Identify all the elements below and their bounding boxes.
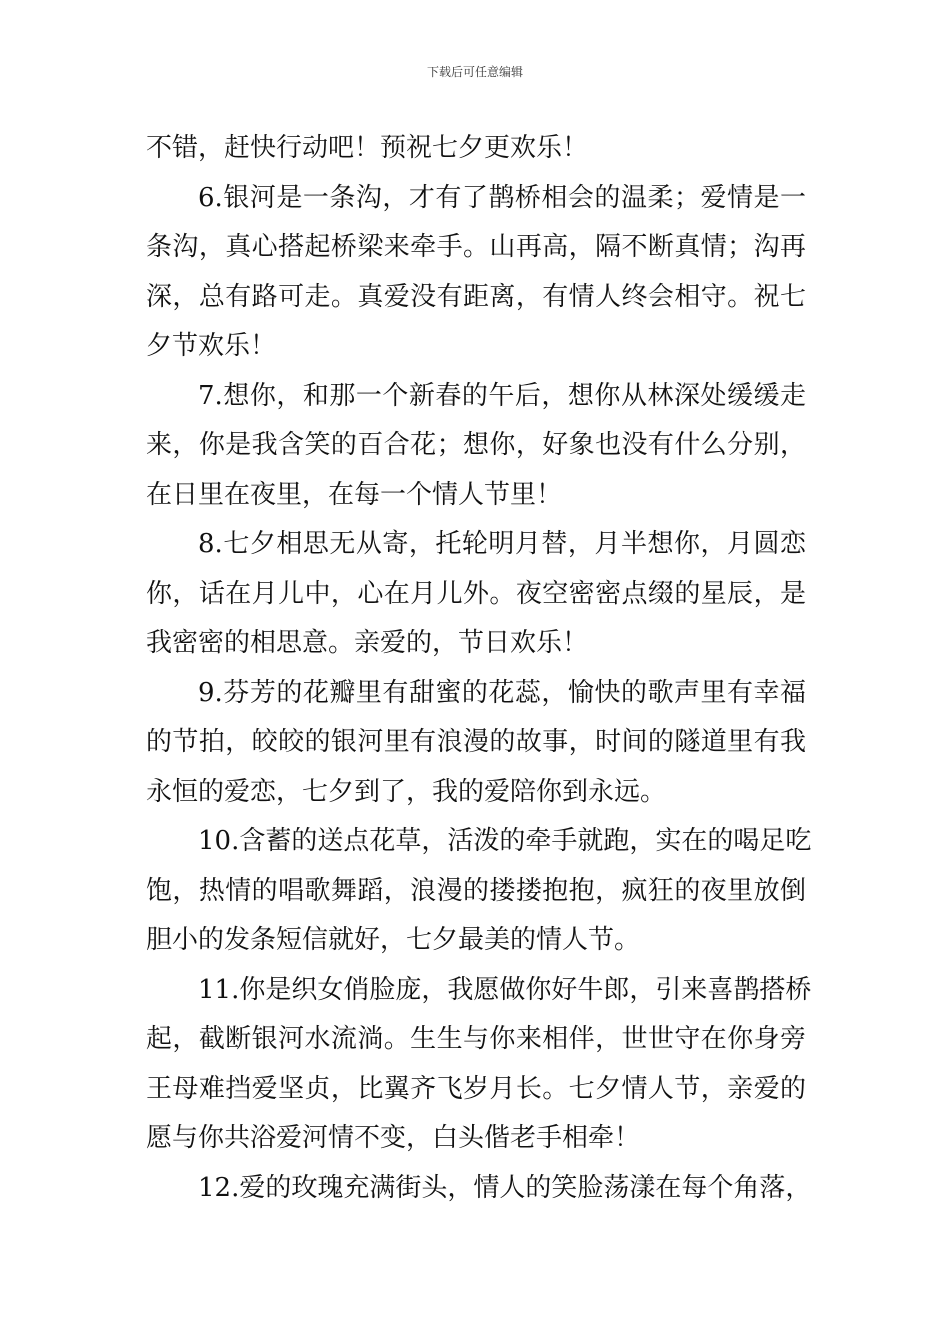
paragraph-line: 夕节欢乐！ bbox=[146, 331, 277, 361]
paragraph-line: 条沟，真心搭起桥梁来牵手。山再高，隔不断真情；沟再 bbox=[146, 232, 806, 262]
paragraph-line: 的节拍，皎皎的银河里有浪漫的故事，时间的隧道里有我 bbox=[146, 727, 806, 757]
page-header: 下载后可任意编辑 bbox=[426, 65, 523, 79]
paragraph-line: 你，话在月儿中，心在月儿外。夜空密密点缀的星辰，是 bbox=[146, 578, 806, 609]
paragraph-0 bbox=[146, 124, 806, 174]
paragraph-line: 7.想你，和那一个新春的午后，想你从林深处缓缓走 bbox=[198, 380, 806, 411]
paragraph-line: 愿与你共浴爱河情不变，白头偕老手相牵！ bbox=[146, 1123, 641, 1153]
paragraph-line: 王母难挡爱坚贞，比翼齐飞岁月长。七夕情人节，亲爱的 bbox=[146, 1073, 806, 1104]
paragraph-line: 9.芬芳的花瓣里有甜蜜的花蕊，愉快的歌声里有幸福 bbox=[198, 677, 806, 708]
paragraph-6 bbox=[146, 174, 806, 372]
paragraph-line: 我密密的相思意。亲爱的，节日欢乐！ bbox=[146, 628, 589, 658]
paragraph-10 bbox=[146, 817, 812, 966]
paragraph-9 bbox=[146, 669, 806, 818]
document-body bbox=[146, 124, 812, 1213]
paragraph-line: 来，你是我含笑的百合花；想你，好象也没有什么分别， bbox=[146, 430, 806, 460]
paragraph-8 bbox=[146, 520, 806, 669]
paragraph-line: 不错，赶快行动吧！预祝七夕更欢乐！ bbox=[146, 133, 589, 163]
paragraph-line: 11.你是织女俏脸庞，我愿做你好牛郎，引来喜鹊搭桥 bbox=[198, 974, 812, 1005]
paragraph-line: 起，截断银河水流淌。生生与你来相伴，世世守在你身旁 bbox=[146, 1024, 806, 1054]
paragraph-line: 深，总有路可走。真爱没有距离，有情人终会相守。祝七 bbox=[146, 281, 806, 312]
paragraph-line: 在日里在夜里，在每一个情人节里！ bbox=[146, 479, 563, 510]
paragraph-line: 永恒的爱恋，七夕到了，我的爱陪你到永远。 bbox=[146, 776, 667, 807]
paragraph-7 bbox=[146, 372, 806, 521]
paragraph-line: 胆小的发条短信就好，七夕最美的情人节。 bbox=[146, 925, 641, 955]
paragraph-line: 6.银河是一条沟，才有了鹊桥相会的温柔；爱情是一 bbox=[198, 182, 806, 213]
paragraph-11 bbox=[146, 966, 812, 1164]
paragraph-line: 10.含蓄的送点花草，活泼的牵手就跑，实在的喝足吃 bbox=[198, 826, 812, 856]
paragraph-12 bbox=[146, 1164, 812, 1214]
paragraph-line: 12.爱的玫瑰充满街头，情人的笑脸荡漾在每个角落， bbox=[198, 1172, 812, 1203]
paragraph-line: 饱，热情的唱歌舞蹈，浪漫的搂搂抱抱，疯狂的夜里放倒 bbox=[146, 875, 806, 906]
paragraph-line: 8.七夕相思无从寄，托轮明月替，月半想你，月圆恋 bbox=[198, 529, 806, 559]
